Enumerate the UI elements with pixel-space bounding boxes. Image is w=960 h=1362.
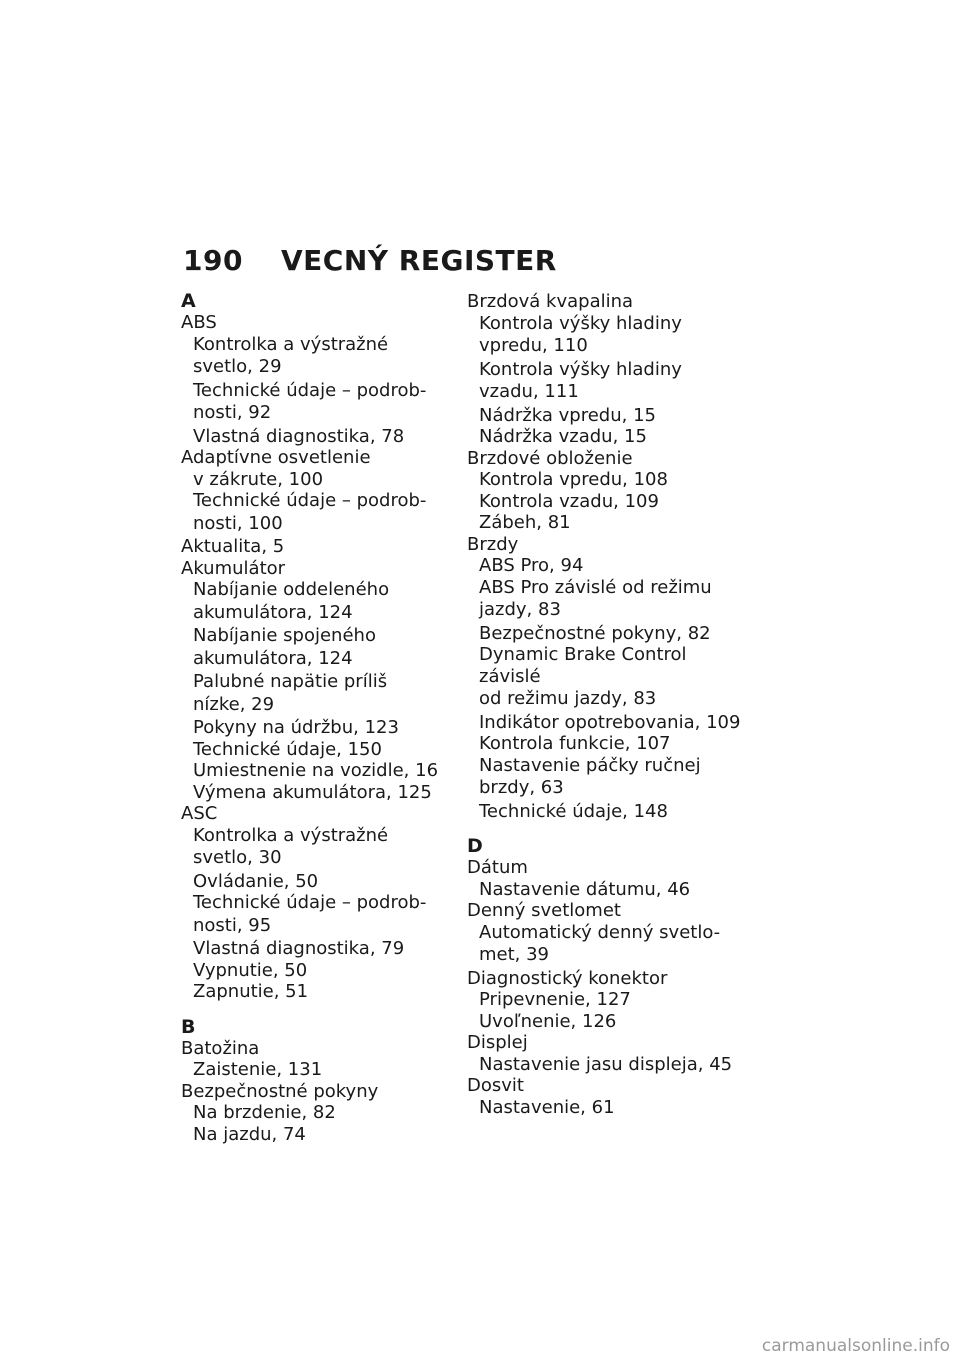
index-subentry [181,981,456,1003]
index-subentry [181,739,456,761]
index-subentry-line: Nádržka vpredu, 15 [479,404,656,426]
index-subentry [467,623,742,645]
index-subentry-line: Technické údaje – podrob- [193,379,427,401]
index-subentry [467,1097,742,1119]
index-subentry-line: svetlo, 29 [193,356,282,377]
page-number: 190 [183,243,243,277]
index-subentry [467,712,742,734]
index-subentry-line: nosti, 95 [193,914,272,936]
index-subentry-line: Zapnutie, 51 [193,981,309,1002]
index-subentry-line: vpredu, 110 [479,335,588,356]
index-subentry-line: nosti, 100 [193,512,283,534]
index-subentry-line: Pokyny na údržbu, 123 [193,717,399,738]
index-subentry [467,1011,742,1033]
index-subentry [467,755,742,799]
index-subentry-line: Kontrolka a výstražné [193,824,389,846]
index-subentry-line: brzdy, 63 [479,777,564,798]
index-subentry [181,380,456,424]
index-subentry-line: Kontrola výšky hladiny [479,358,682,380]
index-subentry [181,938,456,960]
index-term: ABS [181,312,217,333]
index-subentry [181,825,456,869]
index-subentry [467,491,742,513]
index-subentry [181,717,456,739]
index-subentry [181,960,456,982]
watermark[interactable]: carmanualsonline.info [761,1336,950,1356]
index-subentry-line: Vypnutie, 50 [193,959,308,981]
index-subentry-line: akumulátora, 124 [193,647,353,669]
index-subentry-line: Nastavenie páčky ručnej [479,754,701,776]
index-subentry-line: Nastavenie, 61 [479,1096,615,1118]
index-subentry-line: Na jazdu, 74 [193,1123,306,1145]
index-subentry-line: svetlo, 30 [193,847,282,868]
index-subentry [181,1059,456,1081]
index-subentry-line: v zákrute, 100 [193,468,324,490]
index-term: Batožina [181,1037,260,1059]
index-subentry-line: Kontrola vzadu, 109 [479,490,659,512]
index-subentry [467,733,742,755]
index-subentry-line: Nádržka vzadu, 15 [479,426,647,447]
index-subentry-line: Na brzdenie, 82 [193,1102,336,1123]
index-subentry-line: Kontrola výšky hladiny [479,312,682,334]
index-subentry-line: Vlastná diagnostika, 78 [193,425,405,447]
index-subentry [467,1054,742,1076]
page-header [183,240,557,280]
index-subentry-line: Kontrolka a výstražné [193,333,389,355]
index-subentry-line: met, 39 [479,944,550,965]
index-subentry [181,760,456,782]
index-term: Dosvit [467,1075,524,1096]
index-subentry-line: Technické údaje – podrob- [193,892,427,913]
index-subentry [181,871,456,893]
index-subentry-line: akumulátora, 124 [193,601,353,623]
index-subentry-line: Nabíjanie oddeleného [193,579,390,600]
index-term: Brzdy [467,533,519,555]
index-subentry [467,989,742,1011]
index-subentry [467,555,742,577]
index-subentry-line: Technické údaje – podrob- [193,490,427,511]
index-term: Displej [467,1032,528,1053]
index-subentry [181,625,456,669]
index-subentry [181,782,456,804]
index-subentry-line: ABS Pro, 94 [479,555,584,576]
index-column-right [467,291,742,1118]
index-subentry-line: jazdy, 83 [479,599,561,620]
index-subentry-line: Palubné napätie príliš [193,671,388,692]
index-subentry-line: nízke, 29 [193,693,275,715]
index-subentry-line: Vlastná diagnostika, 79 [193,938,405,959]
index-subentry-line: Nastavenie jasu displeja, 45 [479,1053,733,1075]
index-letter-heading: D [467,835,483,857]
index-subentry-line: Automatický denný svetlo- [479,921,721,943]
index-subentry-line: Technické údaje, 148 [479,800,668,822]
index-subentry [467,405,742,427]
index-letter-heading: B [181,1015,196,1038]
index-subentry-line: Indikátor opotrebovania, 109 [479,711,741,733]
index-subentry [467,879,742,901]
index-subentry-line: Ovládanie, 50 [193,870,319,892]
index-subentry-line: od režimu jazdy, 83 [479,688,657,709]
index-subentry-line: Výmena akumulátora, 125 [193,781,432,803]
index-letter-heading: A [181,290,196,312]
index-subentry-line: Nabíjanie spojeného [193,625,376,646]
index-subentry-line: vzadu, 111 [479,381,579,402]
index-subentry [467,801,742,823]
index-subentry-line: nosti, 92 [193,402,272,423]
index-subentry-line: Technické údaje, 150 [193,738,382,760]
page-title: VECNÝ REGISTER [281,243,557,277]
index-subentry-line: ABS Pro závislé od režimu [479,576,712,598]
index-subentry [181,892,456,936]
index-subentry [181,579,456,623]
index-subentry [181,334,456,378]
index-subentry-line: Uvoľnenie, 126 [479,1010,617,1032]
index-subentry [467,426,742,448]
index-subentry-line: Zábeh, 81 [479,512,571,533]
index-subentry [181,426,456,448]
index-term: Dátum [467,857,528,878]
index-subentry [467,577,742,621]
index-subentry-line: Nastavenie dátumu, 46 [479,878,691,900]
index-subentry [467,644,742,710]
index-term: Brzdové obloženie [467,447,633,469]
index-term: Adaptívne osvetlenie [181,447,371,468]
index-term: Bezpečnostné pokyny [181,1080,379,1102]
index-subentry-line: Umiestnenie na vozidle, 16 [193,760,439,781]
index-subentry [181,1124,456,1146]
index-subentry [181,1102,456,1124]
index-subentry [467,512,742,534]
index-subentry-line: Zaistenie, 131 [193,1059,323,1080]
index-subentry [467,922,742,966]
index-term: Denný svetlomet [467,900,621,921]
index-subentry [467,313,742,357]
index-subentry-line: Kontrola vpredu, 108 [479,469,668,490]
index-subentry [181,490,456,534]
index-term: ASC [181,803,218,824]
index-subentry-line: Kontrola funkcie, 107 [479,733,671,754]
index-term: Diagnostický konektor [467,967,668,989]
index-subentry [181,469,456,491]
index-subentry [181,671,456,715]
index-subentry-line: Pripevnenie, 127 [479,989,631,1010]
index-subentry-line: Bezpečnostné pokyny, 82 [479,622,711,644]
index-subentry [467,359,742,403]
index-term: Akumulátor [181,557,286,579]
index-column-left [181,291,456,1145]
index-subentry [467,469,742,491]
index-term: Brzdová kvapalina [467,291,634,312]
index-term: Aktualita, 5 [181,536,285,557]
index-subentry-line: Dynamic Brake Control závislé [479,644,687,687]
